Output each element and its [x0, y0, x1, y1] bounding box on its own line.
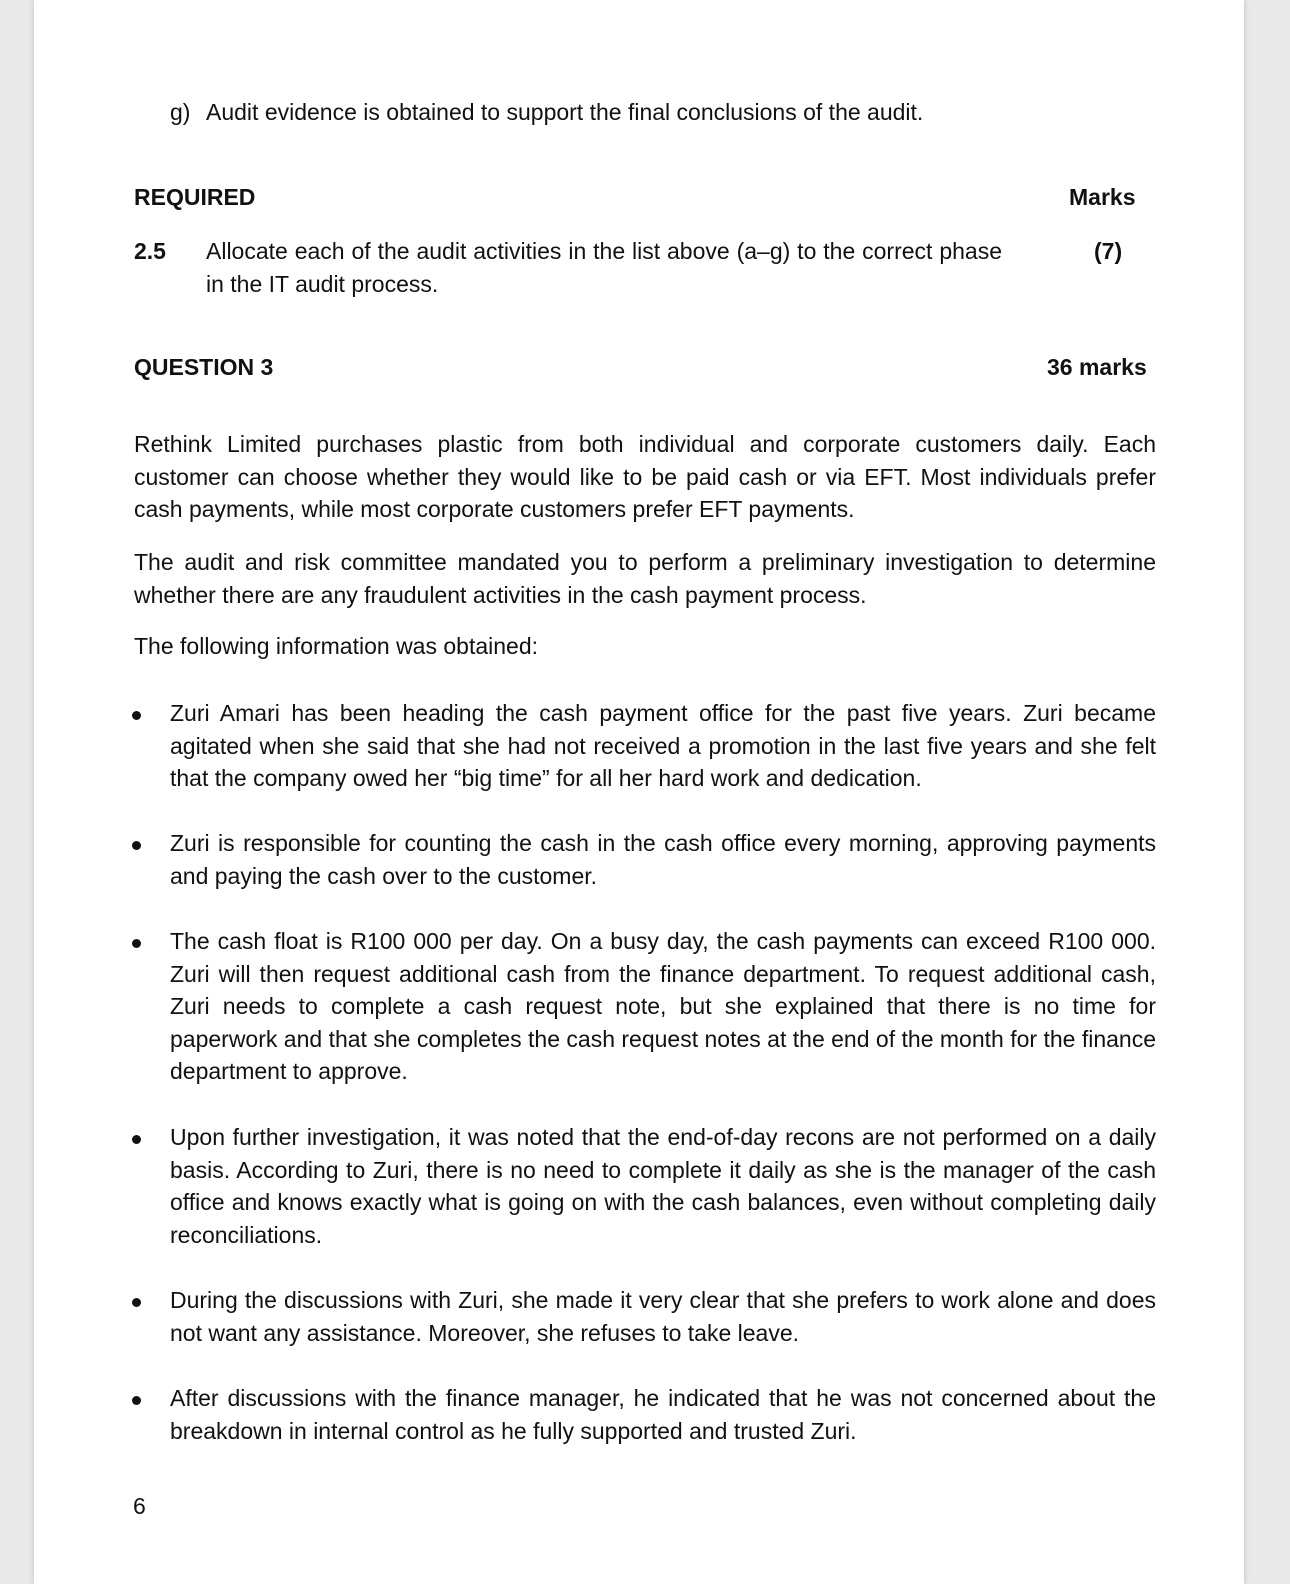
- paragraph: The audit and risk committee mandated you to perform a preliminary investigation to determine whether there are any fraudulent activities in the cash payment process.: [134, 549, 1156, 608]
- bullet-item: The cash float is R100 000 per day. On a busy day, the cash payments can exceed R100 000. Zuri will then request additional cash from the finance department. To request additional cash, Zuri needs to complete a cash request note, but she explained that there is no time for paperwork and that she completes the cash request notes at the end of the month for the finance department to approve.: [170, 928, 1156, 1084]
- paragraph: The following information was obtained:: [134, 633, 539, 659]
- bullet-item: Zuri is responsible for counting the cash in the cash office every morning, approving payments and paying the cash over to the customer.: [170, 830, 1156, 889]
- bullet-icon: [132, 841, 141, 850]
- marks-heading: Marks: [1069, 184, 1136, 210]
- question-text: Allocate each of the audit activities in the list above (a–g) to the correct phase in the IT audit process.: [206, 238, 1002, 297]
- bullet-item: After discussions with the finance manager, he indicated that he was not concerned about the breakdown in internal control as he fully supported and trusted Zuri.: [170, 1385, 1156, 1444]
- bullet-icon: [132, 1135, 141, 1144]
- document-page: [34, 0, 1244, 1584]
- bullet-icon: [132, 1298, 141, 1307]
- bullet-item: Zuri Amari has been heading the cash payment office for the past five years. Zuri became agitated when she said that she had not received a promotion in the last five years and she felt that the company owed her “big time” for all her hard work and dedication.: [170, 700, 1156, 791]
- bullet-icon: [132, 939, 141, 948]
- bullet-icon: [132, 711, 141, 720]
- bullet-item: Upon further investigation, it was noted that the end-of-day recons are not performed on a daily basis. According to Zuri, there is no need to complete it daily as she is the manager of the cash office and knows exactly what is going on with the cash balances, even without completing daily reconciliations.: [170, 1124, 1156, 1248]
- question3-title: QUESTION 3: [134, 354, 274, 380]
- required-heading: REQUIRED: [134, 184, 256, 210]
- question3-marks: 36 marks: [1047, 354, 1147, 380]
- question-marks: (7): [1094, 238, 1123, 264]
- page-number: 6: [133, 1493, 146, 1519]
- list-item-text: Audit evidence is obtained to support the final conclusions of the audit.: [206, 99, 924, 125]
- paragraph: Rethink Limited purchases plastic from both individual and corporate customers daily. Each customer can choose whether they would like to be paid cash or via EFT. Most individuals prefer cash payments, while most corporate customers prefer EFT payments.: [134, 431, 1156, 522]
- list-item-label: g): [170, 99, 191, 125]
- bullet-icon: [132, 1396, 141, 1405]
- question-number: 2.5: [134, 238, 166, 264]
- bullet-item: During the discussions with Zuri, she made it very clear that she prefers to work alone and does not want any assistance. Moreover, she refuses to take leave.: [170, 1287, 1156, 1346]
